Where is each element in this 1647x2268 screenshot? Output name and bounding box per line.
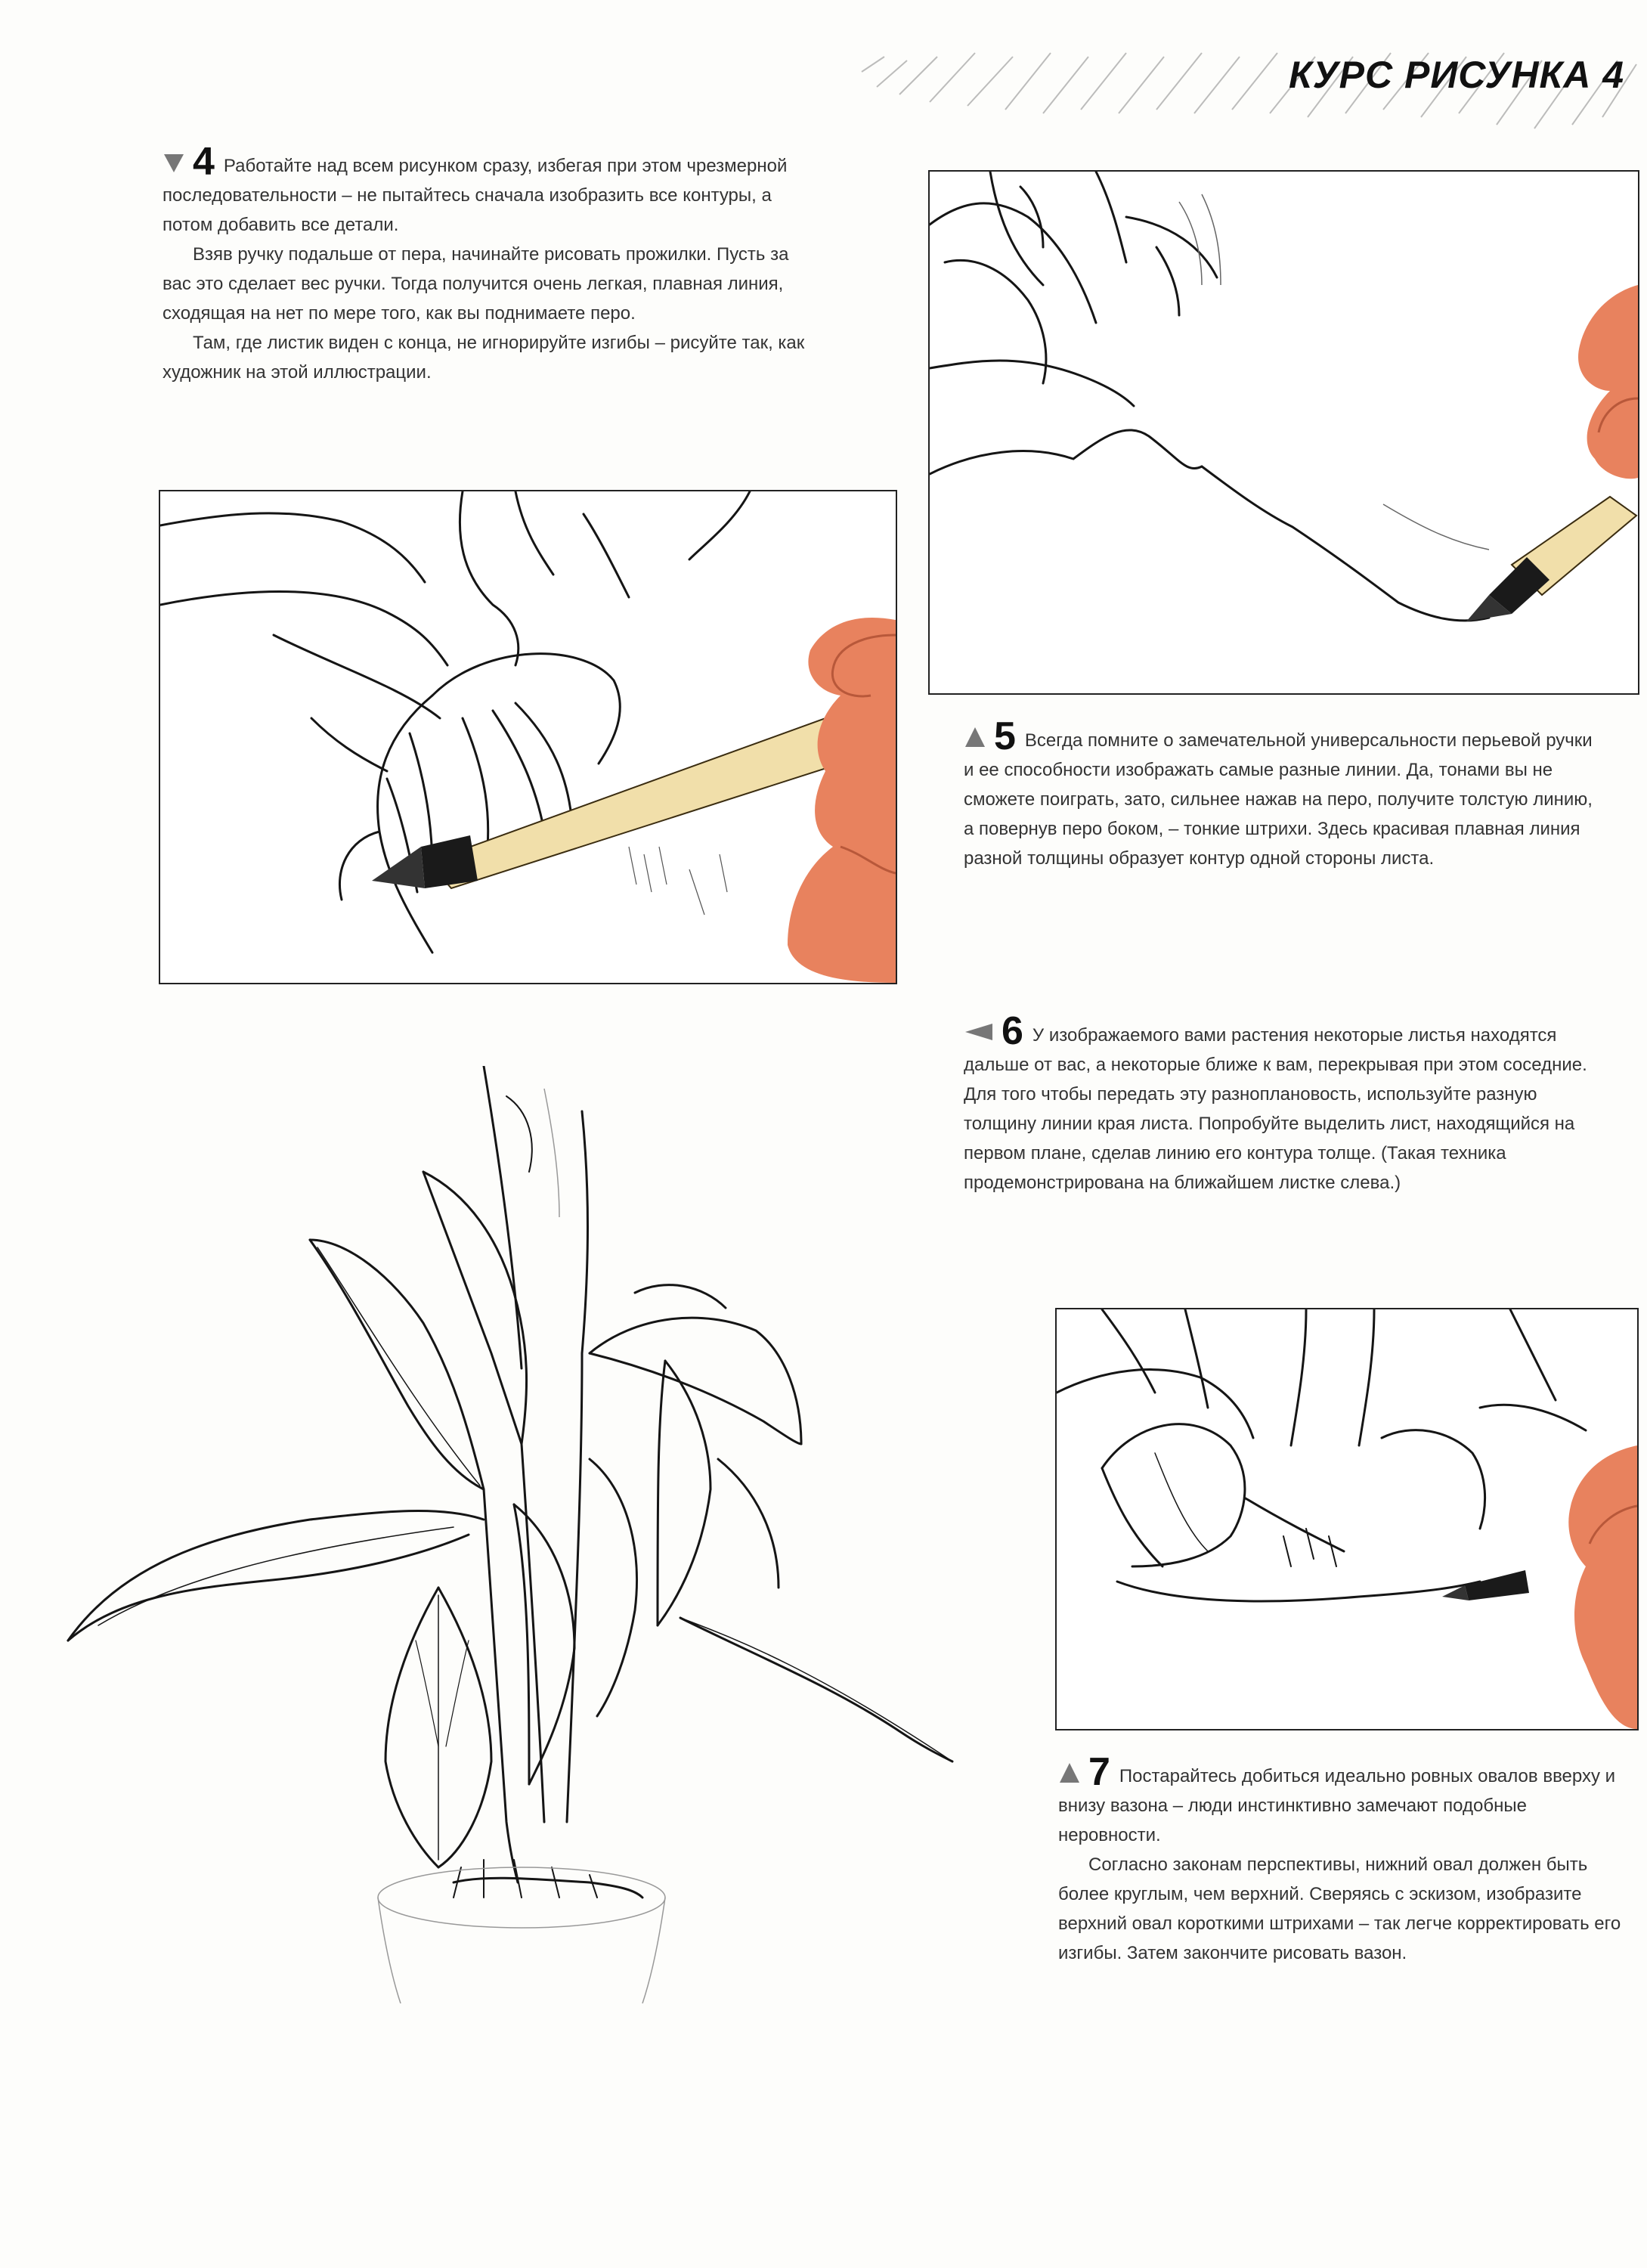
step-5-text xyxy=(964,714,1606,873)
step-number: 6 xyxy=(1002,1009,1023,1053)
step-4-illustration xyxy=(159,490,897,984)
step-7-text xyxy=(1058,1750,1633,1968)
step-number: 4 xyxy=(193,140,215,184)
step-paragraph: Взяв ручку подальше от пера, начинайте рисовать прожилки. Пусть за вас это сделает вес ручки. Тогда получится очень легкая, плавная линия, сходящая на нет по мере того, как вы поднимаете перо. xyxy=(163,244,789,324)
pen-icon xyxy=(372,718,841,888)
step-paragraph: Постарайтесь добиться идеально ровных овалов вверху и внизу вазона – люди инстинктивно замечают подобные неровности. xyxy=(1058,1766,1616,1845)
pen-icon xyxy=(1466,497,1636,621)
plant-illustration xyxy=(60,1066,967,2003)
step-paragraph: Всегда помните о замечательной универсальности перьевой ручки и ее способности изображать самые разные линии. Да, тонами вы не сможете поиграть, зато, сильнее нажав на перо, получите толстую линию, а повернув перо боком, – тонкие штрихи. Здесь красивая плавная линия разной толщины образует контур одной стороны листа. xyxy=(964,730,1593,869)
step-4-text xyxy=(163,140,805,387)
page-title: КУРС РИСУНКА 4 xyxy=(1289,54,1624,96)
step-7-illustration xyxy=(1055,1308,1639,1730)
triangle-left-icon xyxy=(964,1021,994,1043)
step-number: 5 xyxy=(994,714,1016,758)
hand-icon xyxy=(1578,285,1638,479)
hand-icon xyxy=(788,618,896,983)
step-paragraph: У изображаемого вами растения некоторые листья находятся дальше от вас, а некоторые ближе к вам, перекрывая при этом соседние. Для того чтобы передать эту разноплановость, используйте разную толщину линии края листа. Попробуйте выделить лист, находящийся на первом плане, сделав линию его контура толще. (Такая техника продемонстрирована на ближайшем листке слева.) xyxy=(964,1025,1587,1193)
step-paragraph: Там, где листик виден с конца, не игнорируйте изгибы – рисуйте так, как художник на этой иллюстрации. xyxy=(163,333,805,383)
step-6-text xyxy=(964,1009,1614,1198)
step-paragraph: Согласно законам перспективы, нижний овал должен быть более круглым, чем верхний. Сверяясь с эскизом, изобразите верхний овал короткими штрихами – так легче корректировать его изгибы. Затем закончите рисовать вазон. xyxy=(1058,1854,1621,1963)
triangle-up-icon xyxy=(1058,1761,1081,1784)
triangle-down-icon xyxy=(163,151,185,174)
pen-icon xyxy=(1442,1570,1529,1600)
triangle-up-icon xyxy=(964,726,986,748)
step-5-illustration xyxy=(928,170,1639,695)
step-number: 7 xyxy=(1088,1750,1110,1794)
hand-icon xyxy=(1568,1445,1637,1729)
step-paragraph: Работайте над всем рисунком сразу, избегая при этом чрезмерной последовательности – не пытайтесь сначала изобразить все контуры, а потом добавить все детали. xyxy=(163,156,788,235)
